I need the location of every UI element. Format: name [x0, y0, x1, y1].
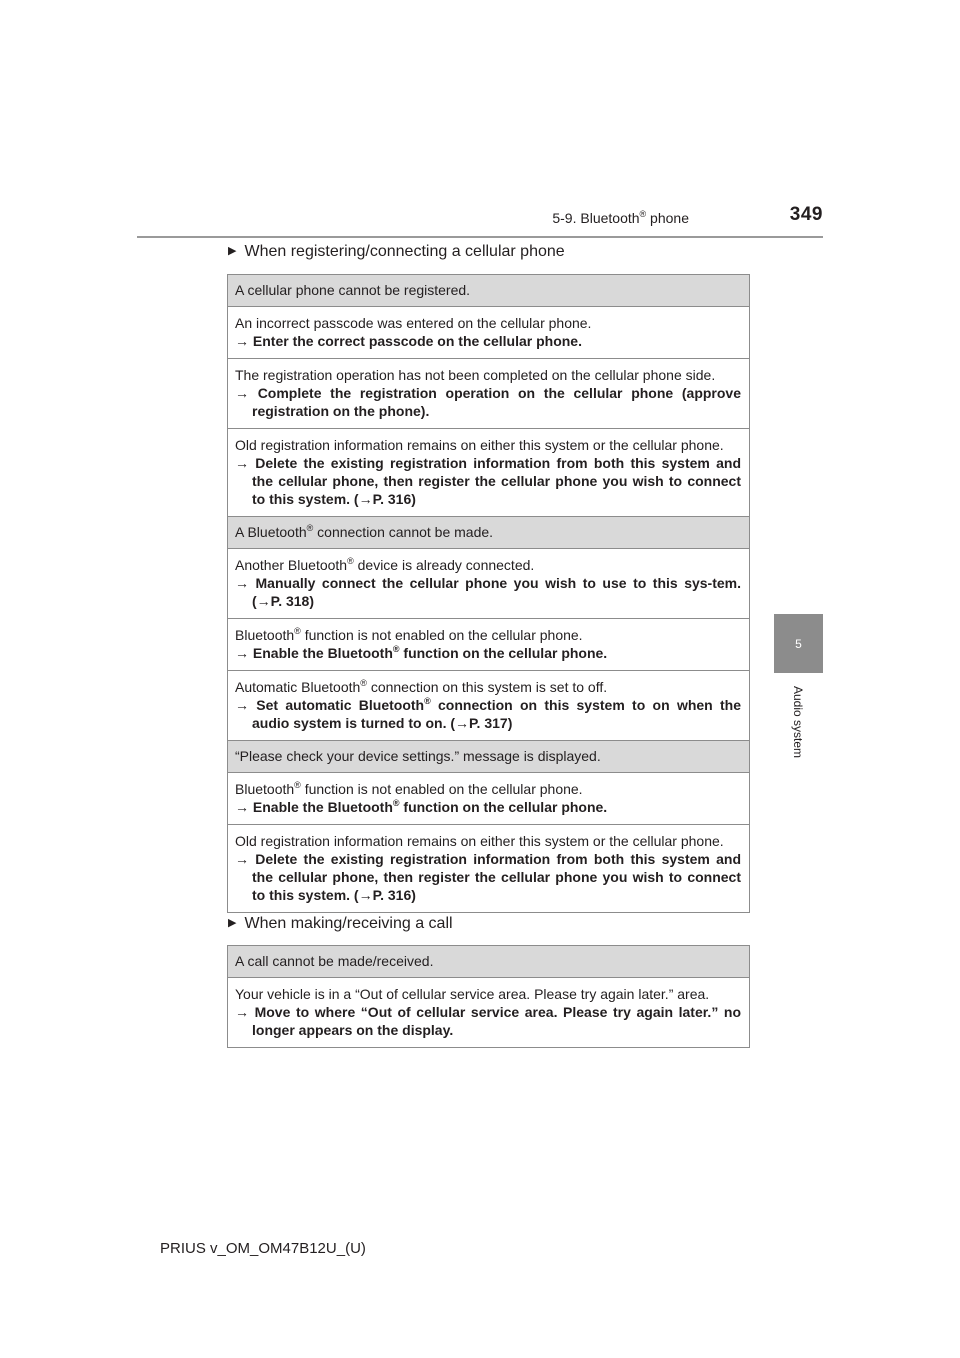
cause-text: Automatic Bluetooth® connection on this system is set to off. — [235, 678, 608, 695]
right-arrow-icon: → — [235, 575, 256, 591]
cause-text: Old registration information remains on either this system or the cellular phone. — [235, 437, 724, 453]
right-arrow-icon: → — [235, 851, 256, 867]
section-title: 5-9. Bluetooth® phone — [552, 209, 689, 226]
right-arrow-icon: → — [235, 697, 257, 713]
triangle-bullet-icon: ▶ — [228, 917, 237, 929]
troubleshooting-table-calls — [227, 945, 750, 1048]
solution-text: → Delete the existing registration information from both this system and the cellular phone, then register the cellular phone you wish to connect to this system. (→P. 316) — [235, 851, 741, 903]
section-heading-text: When making/receiving a call — [244, 915, 453, 932]
cause-text: Bluetooth® function is not enabled on the cellular phone. — [235, 780, 583, 797]
section-heading-registering — [228, 243, 565, 261]
solution-text: → Enable the Bluetooth® function on the cellular phone. — [235, 798, 608, 815]
solution-text: → Delete the existing registration information from both this system and the cellular phone, then register the cellular phone you wish to connect to this system. (→P. 316) — [235, 455, 741, 507]
problem-title: “Please check your device settings.” message is displayed. — [228, 740, 749, 772]
cause-row — [228, 618, 749, 670]
cause-row — [228, 670, 749, 740]
cause-text: Bluetooth® function is not enabled on the cellular phone. — [235, 626, 583, 643]
cause-text: The registration operation has not been completed on the cellular phone side. — [235, 367, 716, 383]
cause-row — [228, 428, 749, 516]
section-heading-text: When registering/connecting a cellular phone — [244, 243, 565, 260]
solution-text: → Move to where “Out of cellular service area. Please try again later.” no longer appears on the display. — [235, 1004, 742, 1038]
chapter-label: Audio system — [791, 686, 805, 759]
section-heading-calls — [228, 915, 453, 933]
cause-row — [228, 306, 749, 358]
cause-text: An incorrect passcode was entered on the cellular phone. — [235, 315, 592, 331]
problem-title: A Bluetooth® connection cannot be made. — [228, 516, 749, 548]
right-arrow-icon: → — [235, 455, 256, 471]
right-arrow-icon: → — [235, 645, 253, 661]
solution-text: → Manually connect the cellular phone you wish to use to this sys-tem. (→P. 318) — [235, 575, 742, 609]
solution-text: → Enter the correct passcode on the cellular phone. — [235, 333, 582, 349]
page-number: 349 — [789, 204, 823, 225]
cause-row — [228, 977, 749, 1047]
solution-text: → Set automatic Bluetooth® connection on this system to on when the audio system is turned to on. (→P. 317) — [235, 696, 742, 731]
right-arrow-icon: → — [235, 385, 258, 401]
cause-row — [228, 358, 749, 428]
cause-row — [228, 548, 749, 618]
cause-row — [228, 772, 749, 824]
cause-text: Your vehicle is in a “Out of cellular service area. Please try again later.” area. — [235, 986, 710, 1002]
page-header — [137, 200, 823, 238]
right-arrow-icon: → — [235, 333, 253, 349]
problem-title: A cellular phone cannot be registered. — [228, 275, 749, 306]
chapter-tab — [774, 614, 823, 673]
solution-text: → Complete the registration operation on the cellular phone (approve registration on the phone). — [235, 385, 741, 419]
right-arrow-icon: → — [235, 799, 253, 815]
solution-text: → Enable the Bluetooth® function on the cellular phone. — [235, 644, 608, 661]
cause-row — [228, 824, 749, 912]
troubleshooting-table-registering — [227, 274, 750, 913]
chapter-number: 5 — [795, 636, 802, 651]
triangle-bullet-icon: ▶ — [228, 245, 237, 257]
cause-text: Old registration information remains on either this system or the cellular phone. — [235, 833, 724, 849]
right-arrow-icon: → — [235, 1004, 255, 1020]
document-code: PRIUS v_OM_OM47B12U_(U) — [160, 1240, 366, 1257]
problem-title: A call cannot be made/received. — [228, 946, 749, 977]
cause-text: Another Bluetooth® device is already connected. — [235, 556, 535, 573]
